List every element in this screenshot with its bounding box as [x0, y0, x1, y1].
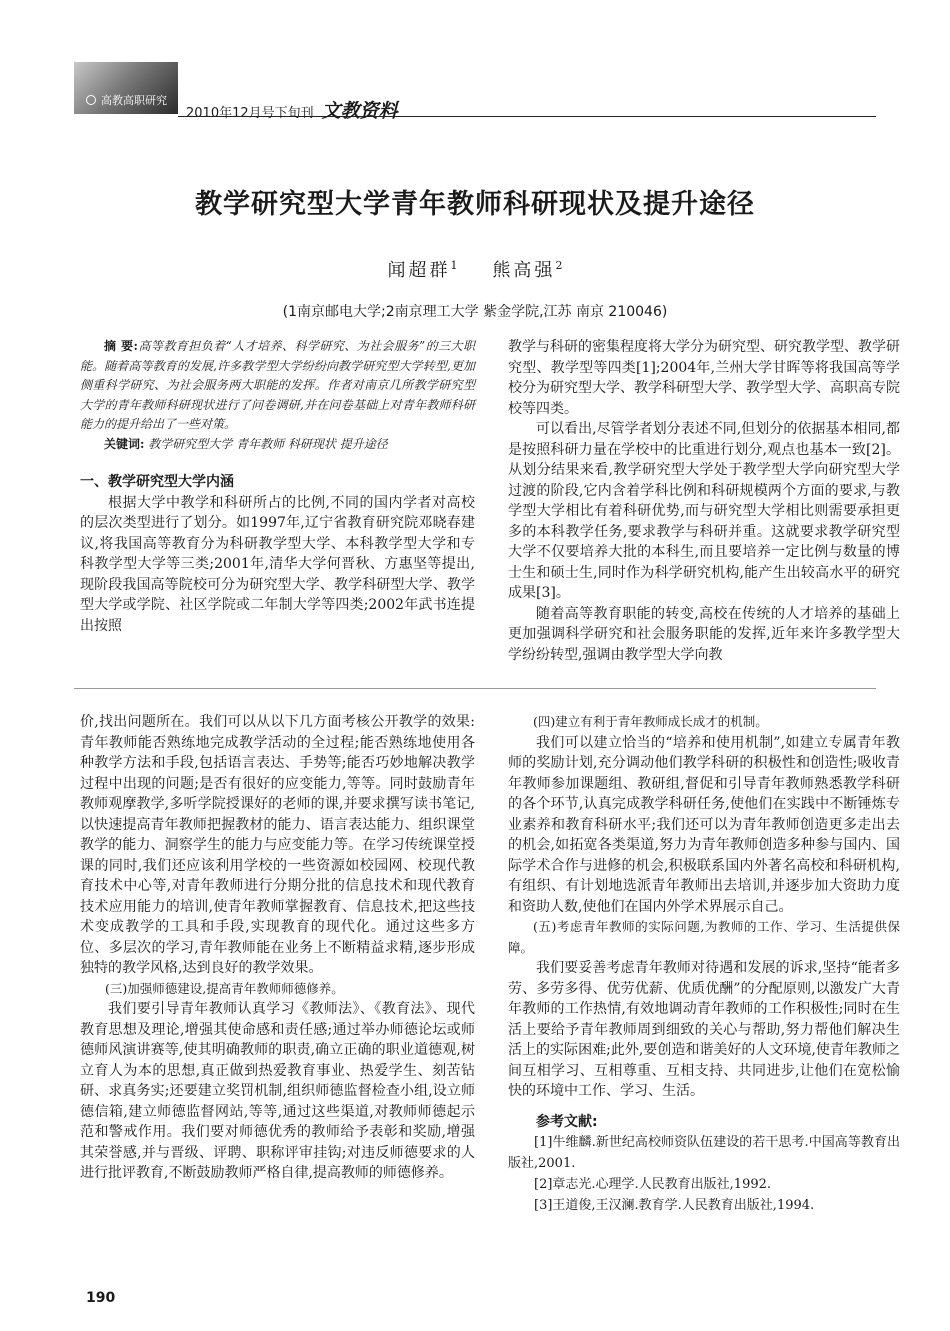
- journal-name: 文教资料: [321, 100, 398, 122]
- section-label: [86, 92, 167, 108]
- author-1-sup: 1: [450, 259, 458, 272]
- reference-item: [2]章志光.心理学.人民教育出版社,1992.: [534, 1177, 772, 1192]
- author-2-sup: 2: [555, 259, 563, 272]
- journal-header: [186, 96, 398, 123]
- paragraph: 价,找出问题所在。我们可以从以下几方面考核公开教学的效果:青年教师能否熟练地完成教学活动的全过程;能否熟练地使用各种教学方法和手段,包括语言表达、手势等;能否巧妙地解决教学过程中出现的问题;是否有很好的应变能力,等等。同时鼓励青年教师观摩教学,多听学院授课好的老师的课,并要求撰写读书笔记,以快速提高青年教师把握教材的能力、语言表达能力、组织课堂教学的能力、洞察学生的能力与应变能力等。在学习传统课堂授课的同时,我们还应该利用学校的一些资源如校园网、校现代教育技术中心等,对青年教师进行分期分批的信息技术和现代教育技术应用能力的培训,使青年教师掌握教育、信息技术,把这些技术变成教学的工具和手段,实现教育的现代化。通过这些多方位、多层次的学习,青年教师能在业务上不断精益求精,逐步形成独特的教学风格,达到良好的教学效果。: [80, 714, 475, 976]
- keywords: [80, 435, 475, 455]
- paragraph: 根据大学中教学和科研所占的比例,不同的国内学者对高校的层次类型进行了划分。如1997年,辽宁省教育研究院邓晓春建议,将我国高等教育分为科研教学型大学、本科教学型大学和专科教学型大学等三类;2001年,清华大学何晋秋、方惠坚等提出,现阶段我国高等院校可分为研究型大学、教学科研型大学、教学型大学或学院、社区学院或二年制大学等四类;2002年武书连提出按照: [80, 494, 475, 634]
- left-lower-column: [80, 712, 475, 1184]
- paragraph: 我们要引导青年教师认真学习《教师法》、《教育法》、现代教育思想及理论,增强其使命感和责任感;通过举办师德论坛或师德师风演讲赛等,使其明确教师的职责,确立正确的职业道德观,树立育人为本的思想,真正做到热爱教育事业、热爱学生、刻苦钻研、求真务实;还要建立奖罚机制,组织师德监督检查小组,设立师德信箱,建立师德监督网站,等等,通过这些渠道,对教师师德起示范和警戒作用。我们要对师德优秀的教师给予表彰和奖励,增强其荣誉感,并与晋级、评聘、职称评审挂钩;对违反师德要求的人进行批评教育,不断鼓励教师严格自律,提高教师的师德修养。: [80, 1001, 475, 1181]
- header-rule: [178, 116, 876, 117]
- left-upper-column: [80, 337, 475, 636]
- page-number: 190: [86, 1290, 116, 1306]
- author-1: 闻超群: [387, 260, 451, 281]
- column-divider-rule: [74, 688, 876, 689]
- right-upper-column: [508, 337, 900, 665]
- article-title: 教学研究型大学青年教师科研现状及提升途径: [195, 189, 755, 220]
- author-2: 熊高强: [492, 260, 556, 281]
- references-heading: 参考文献:: [536, 1113, 598, 1130]
- issue-label: 2010年12月号下旬刊: [186, 106, 314, 121]
- abstract-label: 摘 要:: [104, 339, 138, 353]
- circle-icon: [86, 95, 96, 105]
- paragraph: 教学与科研的密集程度将大学分为研究型、研究教学型、教学研究型、教学型等四类[1];2004年,兰州大学甘晖等将我国高等学校分为研究型大学、教学科研型大学、教学型大学、高职高专院校等四类。: [508, 339, 900, 417]
- paragraph: 我们要妥善考虑青年教师对待遇和发展的诉求,坚持“能者多劳、多劳多得、优劳优薪、优质优酬”的分配原则,以激发广大青年教师的工作热情,有效地调动青年教师的工作积极性;同时在生活上要给予青年教师周到细致的关心与帮助,努力帮他们解决生活上的实际困难;此外,要创造和谐美好的人文环境,使青年教师之间互相学习、互相尊重、互相支持、共同进步,让他们在宽松愉快的环境中工作、学习、生活。: [508, 960, 900, 1099]
- section-1-heading: 一、教学研究型大学内涵: [80, 474, 234, 490]
- section-label-text: 高教高职研究: [101, 94, 167, 107]
- reference-item: [3]王道俊,王汉澜.教育学.人民教育出版社,1994.: [534, 1198, 815, 1213]
- keywords-label: 关键词:: [104, 436, 145, 451]
- keywords-text: 教学研究型大学 青年教师 科研现状 提升途径: [148, 436, 388, 451]
- reference-item: [1]牛维麟.新世纪高校师资队伍建设的若干思考.中国高等教育出版社,2001.: [508, 1135, 900, 1171]
- paragraph: 我们可以建立恰当的“培养和使用机制”,如建立专属青年教师的奖励计划,充分调动他们教学科研的积极性和创造性;吸收青年教师参加课题组、教研组,督促和引导青年教师熟悉教学科研的各个环节,认真完成教学科研任务,使他们在实践中不断锤炼专业素养和教育科研水平;我们还可以为青年教师创造更多走出去的机会,如拓宽各类渠道,努力为青年教师创造多种参与国内、国际学术合作与进修的机会,积极联系国内外著名高校和科研机构,有组织、有计划地选派青年教师出去培训,并逐步加大资助力度和资助人数,使他们在国内外学术界展示自己。: [508, 734, 900, 915]
- subsection-4-heading: (四)建立有利于青年教师成长成才的机制。: [533, 714, 768, 729]
- paragraph: 随着高等教育职能的转变,高校在传统的人才培养的基础上更加强调科学研究和社会服务职能的发挥,近年来许多教学型大学纷纷转型,强调由教学型大学向教: [508, 605, 900, 663]
- subsection-5-heading: (五)考虑青年教师的实际问题,为教师的工作、学习、生活提供保障。: [508, 919, 900, 955]
- authors: [0, 256, 950, 282]
- right-lower-column: [508, 712, 900, 1216]
- affiliation: (1南京邮电大学;2南京理工大学 紫金学院,江苏 南京 210046): [282, 304, 668, 320]
- abstract-text: 高等教育担负着“人才培养、科学研究、为社会服务”的三大职能。随着高等教育的发展,许多教学型大学纷纷向教学研究型大学转型,更加侧重科学研究、为社会服务两大职能的发挥。作者对南京几所教学研究型大学的青年教师科研现状进行了问卷调研,并在问卷基础上对青年教师科研能力的提升给出了一些对策。: [80, 339, 476, 431]
- paragraph: 可以看出,尽管学者划分表述不同,但划分的依据基本相同,都是按照科研力量在学校中的比重进行划分,观点也基本一致[2]。从划分结果来看,教学研究型大学处于教学型大学向研究型大学过渡的阶段,它内含着学科比例和科研规模两个方面的要求,与教学型大学相比有着科研优势,而与研究型大学相比则需要承担更多的本科教学任务,要求教学与科研并重。这就要求教学研究型大学不仅要培养大批的本科生,而且要培养一定比例与数量的博士生和硕士生,同时作为科学研究机构,能产生出较高水平的研究成果[3]。: [508, 421, 900, 601]
- abstract: [80, 337, 475, 435]
- subsection-3-heading: (三)加强师德建设,提高青年教师师德修养。: [105, 980, 344, 996]
